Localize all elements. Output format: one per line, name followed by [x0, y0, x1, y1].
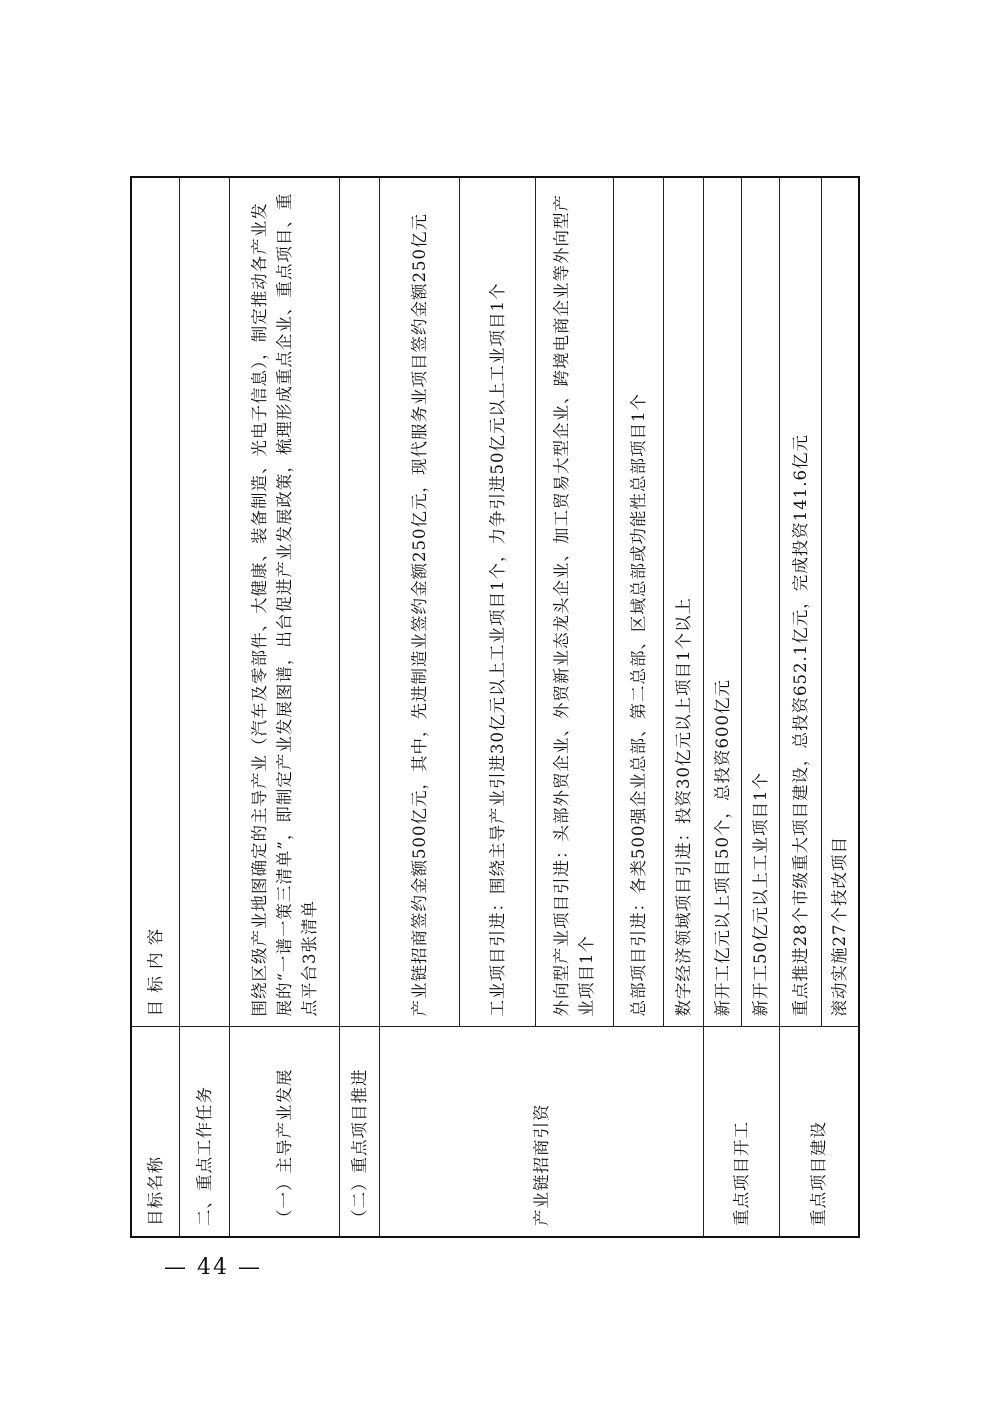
- goal-content: 滚动实施27个技改项目: [821, 177, 859, 1027]
- goal-name-project-start: 重点项目开工: [703, 1027, 779, 1237]
- table-row: [703, 177, 741, 1237]
- goal-content: 围绕区级产业地图确定的主导产业（汽车及零部件、大健康、装备制造、光电子信息），制定推动各产业发展的“一谱一策三清单”，即制定产业发展图谱，出台促进产业发展政策，梳理形成重点企业、重点项目、重点平台3张清单: [229, 177, 339, 1027]
- section-blank-cell: [179, 177, 229, 1027]
- goal-content: 数字经济领域项目引进：投资30亿元以上项目1个以上: [663, 177, 703, 1027]
- goal-name-investment-attraction: 产业链招商引资: [379, 1027, 703, 1237]
- goal-content: 新开工50亿元以上工业项目1个: [741, 177, 779, 1027]
- goal-content: 新开工亿元以上项目50个，总投资600亿元: [703, 177, 741, 1027]
- goal-name-key-projects: （二）重点项目推进: [339, 1027, 379, 1237]
- goal-content: 总部项目引进：各类500强企业总部、第二总部、区域总部或功能性总部项目1个: [613, 177, 663, 1027]
- goal-name-industry-development: （一）主导产业发展: [229, 1027, 339, 1237]
- goal-content: 外向型产业项目引进：头部外贸企业、外贸新业态龙头企业、加工贸易大型企业、跨境电商企业等外向型产业项目1个: [535, 177, 613, 1027]
- rotated-table-container: [130, 178, 858, 1238]
- goal-content-blank: [339, 177, 379, 1027]
- table-row: [779, 177, 821, 1237]
- table-header-row: [131, 177, 179, 1237]
- goal-content: 产业链招商签约金额500亿元，其中，先进制造业签约金额250亿元，现代服务业项目签约金额250亿元: [379, 177, 459, 1027]
- goal-content: 重点推进28个市级重大项目建设，总投资652.1亿元，完成投资141.6亿元: [779, 177, 821, 1027]
- goal-content: 工业项目引进：围绕主导产业引进30亿元以上工业项目1个，力争引进50亿元以上工业项目1个: [459, 177, 535, 1027]
- target-table: [130, 176, 860, 1238]
- header-target-content: 目 标 内 容: [131, 177, 179, 1027]
- table-row: [229, 177, 339, 1237]
- section-title: 二、重点工作任务: [179, 1027, 229, 1237]
- goal-name-project-construction: 重点项目建设: [779, 1027, 859, 1237]
- page-number: — 44 —: [164, 1255, 262, 1280]
- header-target-name: 目标名称: [131, 1027, 179, 1237]
- table-row: [379, 177, 459, 1237]
- section-row: [179, 177, 229, 1237]
- table-row: [339, 177, 379, 1237]
